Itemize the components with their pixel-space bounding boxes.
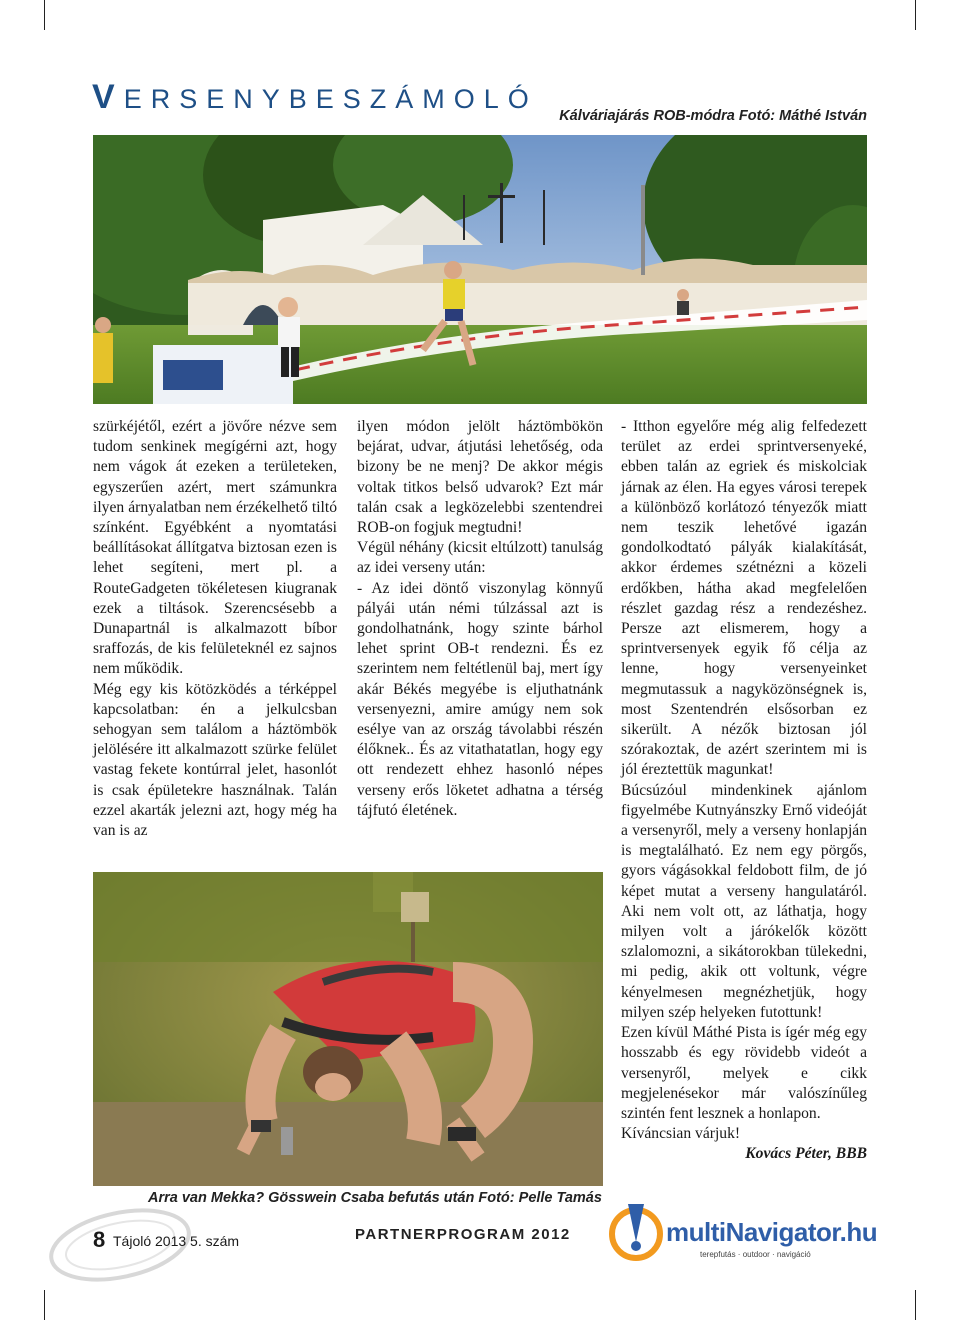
top-photo xyxy=(93,135,867,404)
paragraph: Kíváncsian várjuk! xyxy=(621,1125,741,1143)
magazine-name: Tájoló 2013 5. szám xyxy=(113,1233,240,1249)
paragraph: Ezen kívül Máthé Pista is ígér még egy hosszabb és egy rövidebb videót a versenyről, melyek e cikk megjelenésekor már valószínűleg szintén fent lesznek a honlapon. xyxy=(621,1024,867,1122)
partner-program-label: PARTNERPROGRAM 2012 xyxy=(355,1226,571,1243)
logo-text: multiNavigator.hu xyxy=(666,1217,878,1247)
top-photo-caption: Kálváriajárás ROB-módra Fotó: Máthé István xyxy=(559,108,867,124)
crop-mark xyxy=(44,0,45,30)
crop-mark xyxy=(915,1290,916,1320)
section-title xyxy=(92,78,538,117)
multinavigator-logo-icon xyxy=(608,1202,664,1262)
page-number: 8 xyxy=(93,1227,106,1252)
paragraph: Még egy kis kötözködés a térképpel kapcsolatban: én a jelkulcsban sehogyan sem találom a háztömbök jelölésére itt alkalmazott szürke felület vastag fekete kontúrral jelet, hasonlót is csak épületekre használnak. Talán ezzel akarták jelezni azt, hogy még ha van is az xyxy=(93,680,337,840)
seal-watermark xyxy=(40,1200,200,1290)
section-title-rest: ERSENYBESZÁMOLÓ xyxy=(123,84,538,114)
paragraph: Búcsúzóul mindenkinek ajánlom figyelmébe Kutnyánszky Ernő videóját a versenyről, mely a verseny honlapján is megtalálható. Ez nem egy pörgős, gyors vágásokkal feldobott film, de jó képet mutat a verseny hangulatáról. Aki nem volt ott, az láthatja, hogy milyen volt a járókelők között szlalomozni, a sikátorokban tülekedni, mi pedig, akik ott voltunk, végre kényelmesen megnézhetjük, hogy milyen szép helyeken futottunk! xyxy=(621,781,867,1021)
section-title-initial: V xyxy=(92,78,124,116)
paragraph: - Itthon egyelőre még alig felfedezett terület az erdei sprintversenyeké, ebben talán az egriek és miskolciak járnak az élen. Ha egyes városi terepek a különböző korlátozó tényezők miatt nem teszik lehetővé igazán gondolkodtató pályák kialakítását, akkor érdemes szétnézni a közeli erdőkben, hátha akad megfelelően részlet gazdag rész a rendezéshez. Persze azt elismerem, hogy a sprintversenyek egyik fő célja az lenne, hogy versenyeinket megmutassuk a nagyközönségnek is, most Szentendrén elsősorban ez sikerült. A nézők biztosan jól szórakoztak, de azért szerintem mi is jól éreztettük magunkat! xyxy=(621,418,867,779)
author-signature: Kovács Péter, BBB xyxy=(745,1145,867,1163)
crop-mark xyxy=(44,1290,45,1320)
paragraph: szürkéjétől, ezért a jövőre nézve sem tudom senkinek megígérni azt, hogy nem vágok át ezeken a területeken, egyszerűen azért, mert számunkra ilyen árnyalatban nem érzékelhető tiltó színként. Egyébként a nyomtatási beállításokat állítgatva biztosan ezen is lehet segíteni, mert pl. a RouteGadgeten tökéletesen kiugranak ezek a tiltások. Szerencsésebb a Dunapartnál is alkalmazott bíbor sraffozás, de kis felületeknél ez sajnos nem működik. xyxy=(93,418,337,678)
paragraph: ilyen módon jelölt háztömbökön bejárat, udvar, átjutási lehetőség, oda bizony be ne menj? De akkor mégis voltak titkos belső udvarok? Ezt már talán csak a legközelebbi szentendrei ROB-on fogjuk megtudni! xyxy=(357,418,603,537)
crop-mark xyxy=(915,0,916,30)
paragraph: - Az idei döntő viszonylag könnyű pályái után némi túlzással azt is gondolhatnánk, hogy szinte bárhol lehet sprint OB-t rendezni. És ez szerintem nem feltétlenül baj, mert így akár Békés megyébe is eljuthatnánk versenyezni, amire amúgy nem sok esélye van az ország távolabbi részén élőknek.. És az vitathatatlan, hogy egy ott rendezett ehhez hasonló népes verseny erős löketet adhatna a térség tájfutó életének. xyxy=(357,579,603,819)
paragraph: Végül néhány (kicsit eltúlzott) tanulság az idei verseny után: xyxy=(357,539,603,577)
text-column-1 xyxy=(93,417,337,841)
bottom-photo xyxy=(93,872,603,1186)
text-column-3 xyxy=(621,417,867,1165)
bottom-photo-caption: Arra van Mekka? Gösswein Csaba befutás után Fotó: Pelle Tamás xyxy=(148,1190,602,1206)
text-column-2 xyxy=(357,417,603,821)
logo-tagline: terepfutás · outdoor · navigáció xyxy=(700,1250,811,1259)
